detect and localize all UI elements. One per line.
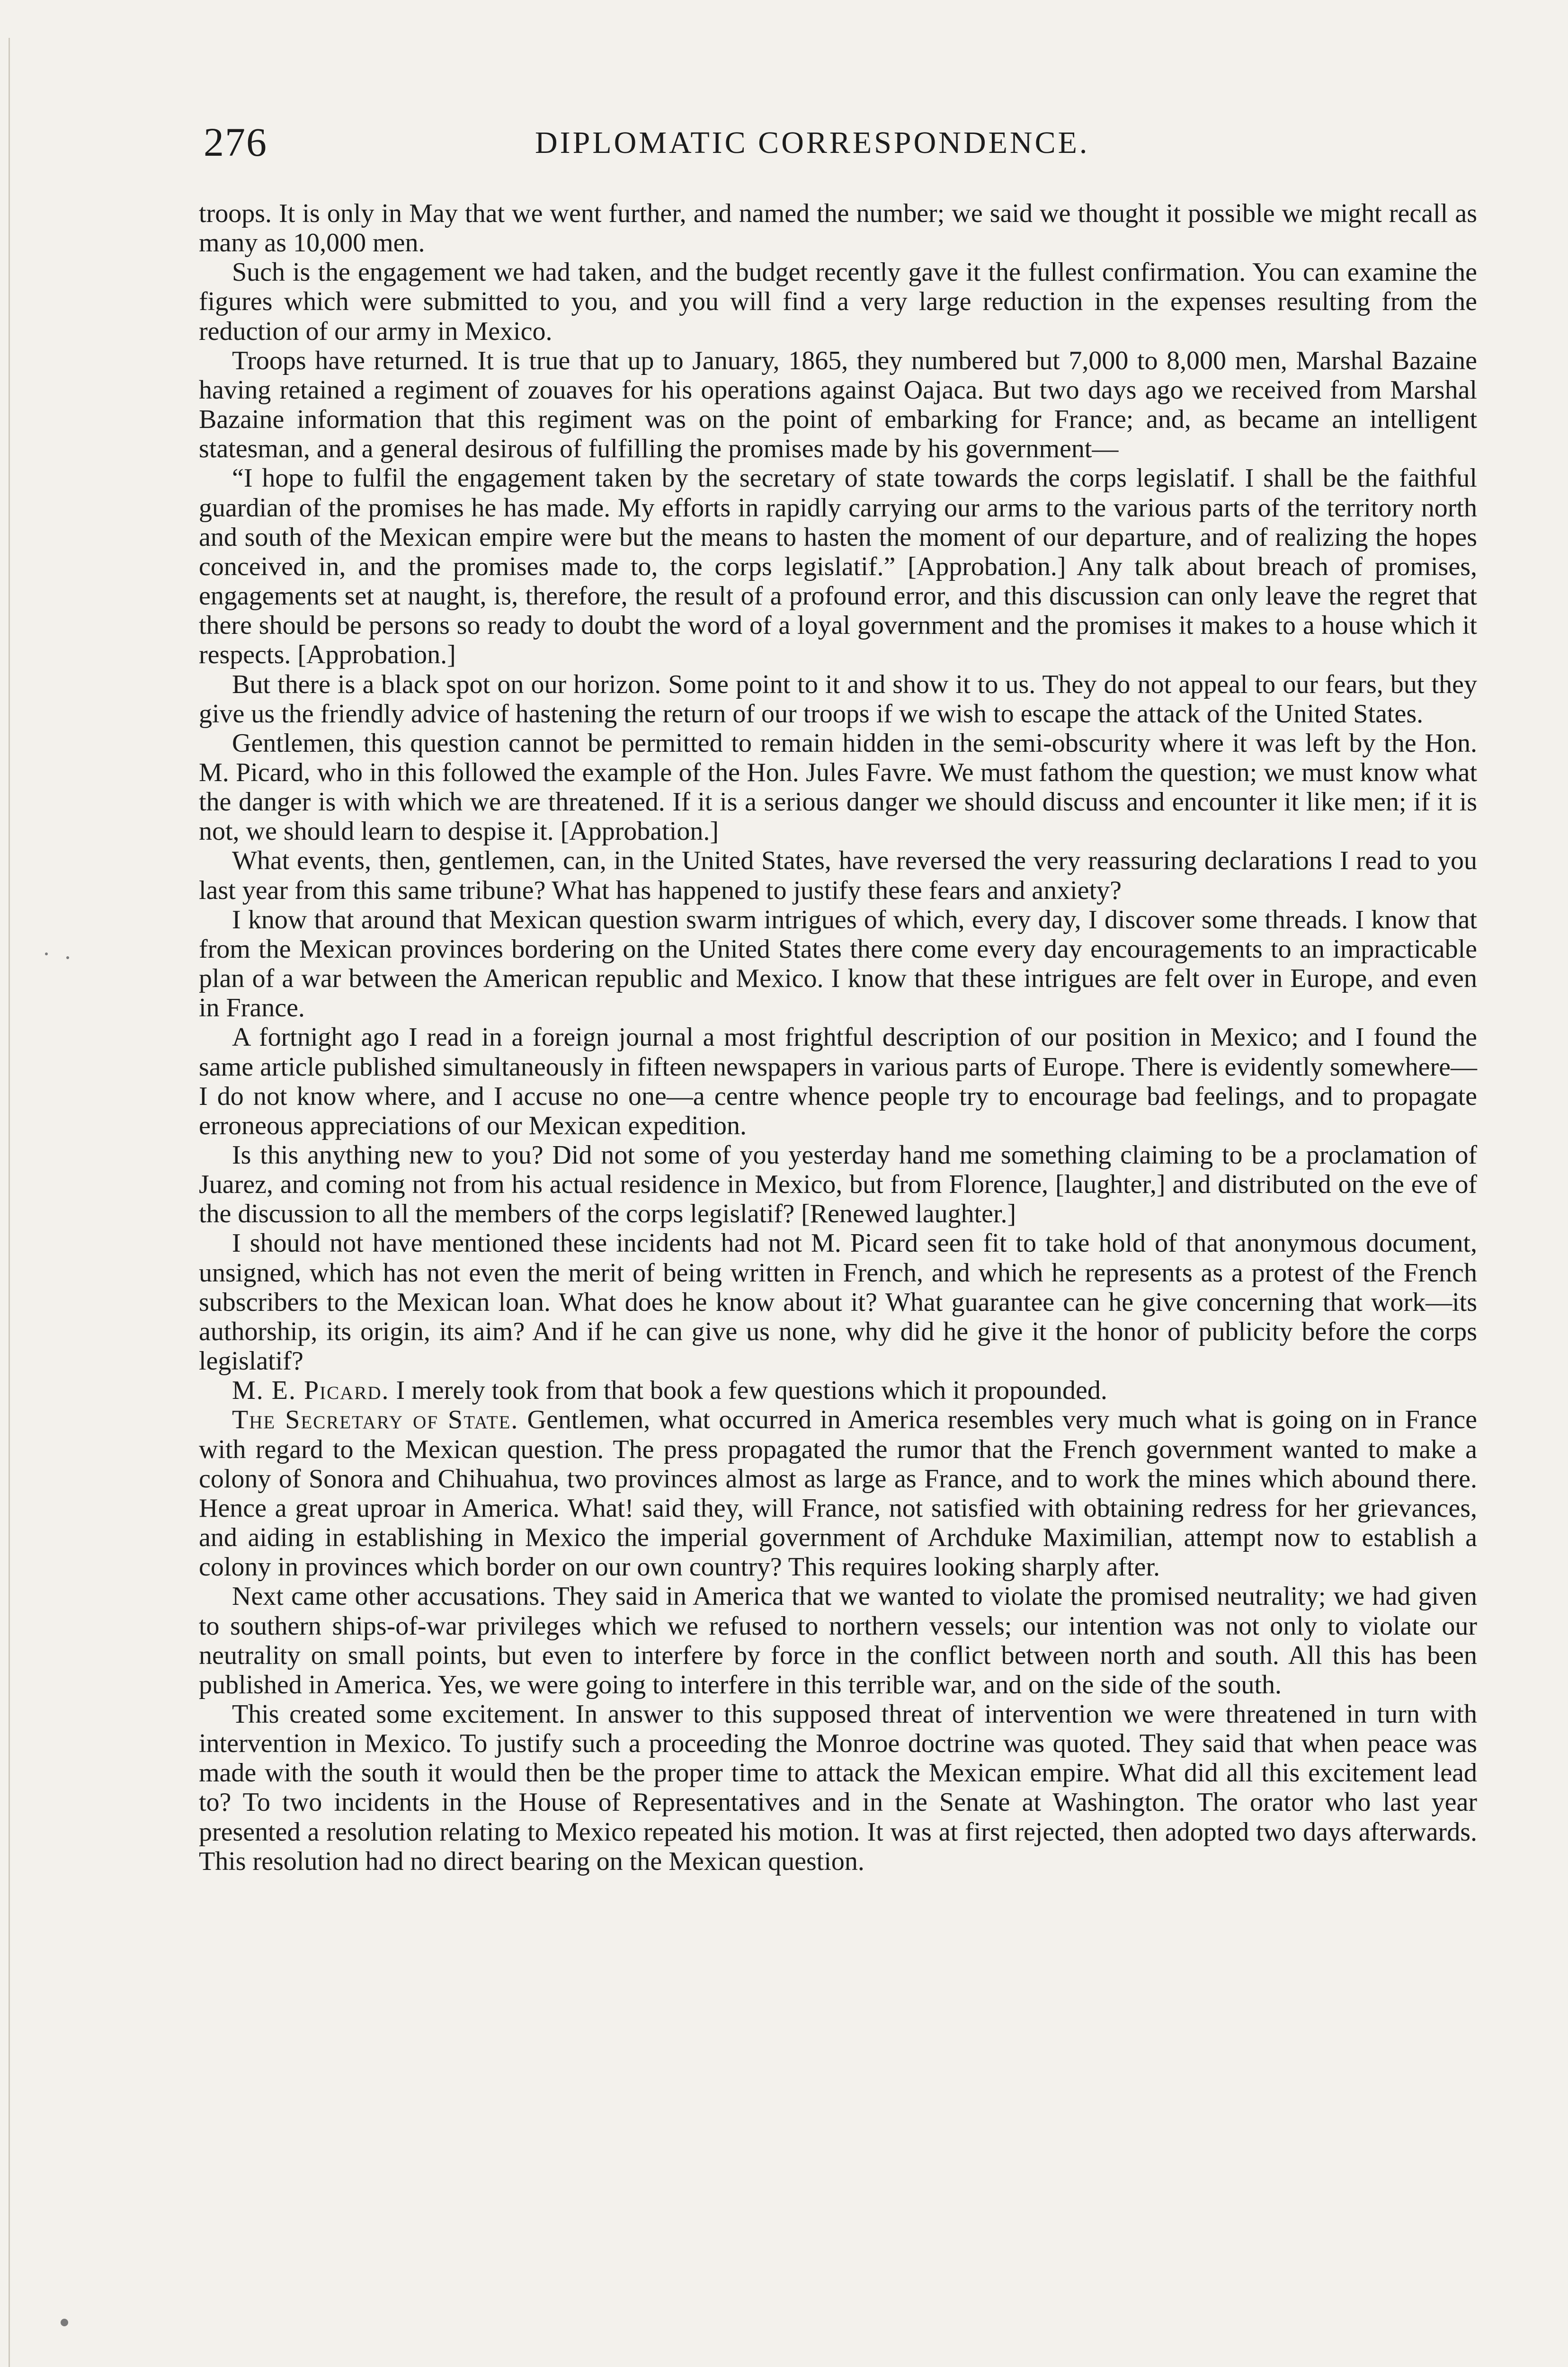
page-number: 276 [204,119,267,165]
page-edge-shadow [9,38,10,2367]
speaker-paragraph [199,1376,1477,1405]
paragraph: troops. It is only in May that we went further, and named the number; we said we thought it possible we might recall as many as 10,000 men. [199,199,1477,258]
paragraph: Gentlemen, this question cannot be permitted to remain hidden in the semi-obscurity where it was left by the Hon. M. Picard, who in this followed the example of the Hon. Jules Favre. We must fathom the question; we must know what the danger is with which we are threatened. If it is a serious danger we should discuss and encounter it like men; if it is not, we should learn to despise it. [Approbation.] [199,728,1477,846]
ink-dot-mark [61,2319,68,2326]
ink-dot-mark [45,952,48,955]
paragraph: But there is a black spot on our horizon. Some point to it and show it to us. They do not appeal to our fears, but they give us the friendly advice of hastening the return of our troops if we wish to escape the attack of the United States. [199,669,1477,729]
quoted-paragraph: “I hope to fulfil the engagement taken by the secretary of state towards the corps legislatif. I shall be the faithful guardian of the promises he has made. My efforts in rapidly carrying our arms to the various parts of the territory north and south of the Mexican empire were but the means to hasten the moment of our departure, and of realizing the hopes conceived in, and the promises made to, the corps legislatif.” [Approbation.] Any talk about breach of promises, engagements set at naught, is, therefore, the result of a profound error, and this discussion can only leave the regret that there should be persons so ready to doubt the word of a loyal government and the promises it makes to a house which it respects. [Approbation.] [199,463,1477,670]
speaker-name: M. E. Picard. [232,1376,390,1406]
speaker-paragraph [199,1405,1477,1582]
speaker-text: Gentlemen, what occurred in America resembles very much what is going on in France with regard to the Mexican question. The press propagated the rumor that the French government wanted to make a colony of Sonora and Chihuahua, two provinces almost as large as France, and to work the mines which abound there. Hence a great uproar in America. What! said they, will France, not satisfied with obtaining redress for her grievances, and aiding in establishing in Mexico the imperial government of Archduke Maximilian, attempt now to establish a colony in provinces which border on our own country? This requires looking sharply after. [199,1405,1478,1582]
speaker-text: I merely took from that book a few questions which it propounded. [396,1376,1107,1406]
body-text [199,199,1477,1876]
paragraph: What events, then, gentlemen, can, in the United States, have reversed the very reassuring declarations I read to you last year from this same tribune? What has happened to justify these fears and anxiety? [199,846,1477,905]
paragraph: Such is the engagement we had taken, and the budget recently gave it the fullest confirmation. You can examine the figures which were submitted to you, and you will find a very large reduction in the expenses resulting from the reduction of our army in Mexico. [199,258,1477,346]
paragraph: I know that around that Mexican question swarm intrigues of which, every day, I discover some threads. I know that from the Mexican provinces bordering on the United States there come every day encouragements to an impracticable plan of a war between the American republic and Mexico. I know that these intrigues are felt over in Europe, and even in France. [199,905,1477,1023]
speaker-name: The Secretary of State. [232,1405,519,1435]
running-head: DIPLOMATIC CORRESPONDENCE. [535,125,1090,160]
page-header [204,118,1468,170]
ink-dot-mark [66,956,69,959]
paragraph: I should not have mentioned these incidents had not M. Picard seen fit to take hold of that anonymous document, unsigned, which has not even the merit of being written in French, and which he represents as a protest of the French subscribers to the Mexican loan. What does he know about it? What guarantee can he give concerning that work—its authorship, its origin, its aim? And if he can give us none, why did he give it the honor of publicity before the corps legislatif? [199,1228,1477,1376]
paragraph: Troops have returned. It is true that up to January, 1865, they numbered but 7,000 to 8,000 men, Marshal Bazaine having retained a regiment of zouaves for his operations against Oajaca. But two days ago we received from Marshal Bazaine information that this regiment was on the point of embarking for France; and, as became an intelligent statesman, and a general desirous of fulfilling the promises made by his government— [199,346,1477,464]
paragraph: Is this anything new to you? Did not some of you yesterday hand me something claiming to be a proclamation of Juarez, and coming not from his actual residence in Mexico, but from Florence, [laughter,] and distributed on the eve of the discussion to all the members of the corps legislatif? [Renewed laughter.] [199,1140,1477,1229]
paragraph: Next came other accusations. They said in America that we wanted to violate the promised neutrality; we had given to southern ships-of-war privileges which we refused to northern vessels; our intention was not only to violate our neutrality on small points, but even to interfere by force in the conflict between north and south. All this has been published in America. Yes, we were going to interfere in this terrible war, and on the side of the south. [199,1582,1477,1700]
paragraph: This created some excitement. In answer to this supposed threat of intervention we were threatened in turn with intervention in Mexico. To justify such a proceeding the Monroe doctrine was quoted. They said that when peace was made with the south it would then be the proper time to attack the Mexican empire. What did all this excitement lead to? To two incidents in the House of Representatives and in the Senate at Washington. The orator who last year presented a resolution relating to Mexico repeated his motion. It was at first rejected, then adopted two days afterwards. This resolution had no direct bearing on the Mexican question. [199,1699,1477,1876]
paragraph: A fortnight ago I read in a foreign journal a most frightful description of our position in Mexico; and I found the same article published simultaneously in fifteen newspapers in various parts of Europe. There is evidently somewhere—I do not know where, and I accuse no one—a centre whence people try to encourage bad feelings, and to propagate erroneous appreciations of our Mexican expedition. [199,1023,1477,1140]
